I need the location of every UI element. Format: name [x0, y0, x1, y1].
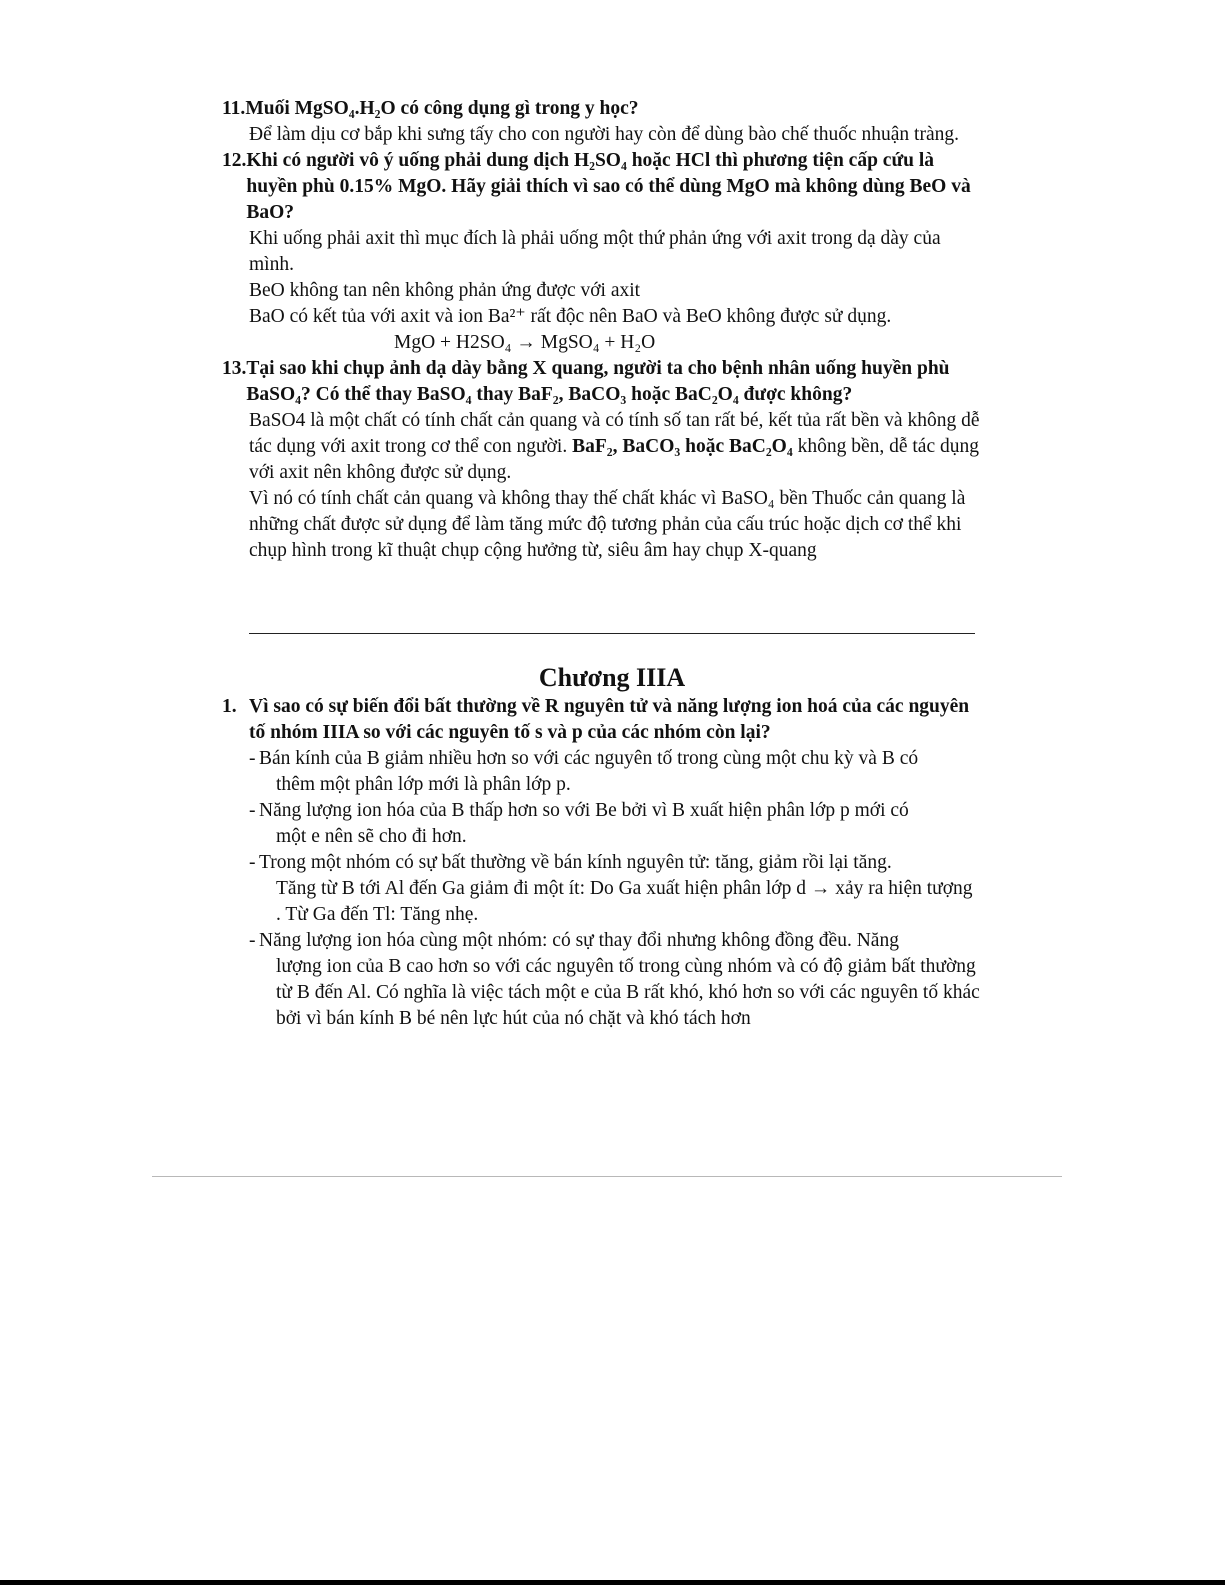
question-1: [222, 694, 982, 746]
question-11: [222, 96, 982, 122]
bullet-item: [249, 928, 982, 1032]
question-title: Tại sao khi chụp ảnh dạ dày bằng X quang, người ta cho bệnh nhân uống huyền phù BaSO₄? Có thể thay BaSO₄ thay BaF₂, BaCO₃ hoặc BaC₂O₄ được không?: [246, 358, 950, 405]
bullet-text: [259, 850, 1012, 928]
answer-13: [222, 408, 982, 564]
answer-text: không bền, dễ tác dụng với axit nên không được sử dụng.: [249, 436, 979, 483]
bullet-continuation: Tăng từ B tới Al đến Ga giảm đi một ít: Do Ga xuất hiện phân lớp d → xảy ra hiện tượng . Từ Ga đến Tl: Tăng nhẹ.: [276, 878, 1012, 925]
answer-12: [222, 226, 982, 356]
chapter-questions: [222, 694, 1012, 1032]
bullet-continuation: một e nên sẽ cho đi hơn.: [276, 826, 467, 847]
answer-text: BaSO4 là một chất có tính chất cản quang và có tính số tan rất bé, kết tủa rất bền và không dễ tác dụng với axit trong cơ thể con người.: [249, 410, 980, 457]
question-title: Muối MgSO₄.H₂O có công dụng gì trong y học?: [245, 98, 639, 119]
question-13: [222, 356, 982, 408]
answer-paragraph: [249, 408, 982, 486]
bullet-item: [249, 850, 1012, 928]
answer-paragraph: BeO không tan nên không phản ứng được với axit: [249, 280, 641, 301]
questions-section: [222, 96, 982, 564]
answer-paragraph: Khi uống phải axit thì mục đích là phải uống một thứ phản ứng với axit trong dạ dày của mình.: [249, 228, 941, 275]
bullet-dash: -: [249, 748, 256, 769]
question-12: [222, 148, 982, 226]
answer-bullets: [222, 746, 1012, 1032]
chapter-title: Chương IIIA: [538, 663, 686, 692]
question-title: Khi có người vô ý uống phải dung dịch H₂SO₄ hoặc HCl thì phương tiện cấp cứu là huyền phù 0.15% MgO. Hãy giải thích vì sao có thể dùng MgO mà không dùng BeO và BaO?: [246, 150, 971, 223]
chemical-equation: MgO + H2SO₄ → MgSO₄ + H₂O: [394, 332, 656, 353]
question-number: 11.: [222, 98, 246, 119]
bullet-first-line: Bán kính của B giảm nhiều hơn so với các nguyên tố trong cùng một chu kỳ và B có: [259, 748, 919, 769]
bullet-dash: -: [249, 852, 256, 873]
bullet-item: [249, 798, 982, 850]
question-number: 12.: [222, 150, 247, 171]
answer-paragraph: Vì nó có tính chất cản quang và không thay thế chất khác vì BaSO₄ bền Thuốc cản quang là những chất được sử dụng để làm tăng mức độ tương phản của cấu trúc hoặc dịch cơ thể khi chụp hình trong kĩ thuật chụp cộng hưởng từ, siêu âm hay chụp X-quang: [249, 488, 966, 561]
bottom-edge-bar: [0, 1580, 1225, 1585]
question-number: 1.: [222, 696, 237, 717]
answer-bold-text: BaF₂, BaCO₃ hoặc BaC₂O₄: [572, 436, 793, 457]
bullet-text: [259, 928, 982, 1032]
bullet-text: [259, 746, 982, 798]
bullet-first-line: Năng lượng ion hóa của B thấp hơn so với Be bởi vì B xuất hiện phân lớp p mới có: [259, 800, 909, 821]
question-title: Vì sao có sự biến đổi bất thường về R nguyên tử và năng lượng ion hoá của các nguyên tố nhóm IIIA so với các nguyên tố s và p của các nhóm còn lại?: [249, 696, 970, 743]
bullet-continuation: thêm một phân lớp mới là phân lớp p.: [276, 774, 571, 795]
answer-paragraph: Để làm dịu cơ bắp khi sưng tấy cho con người hay còn để dùng bào chế thuốc nhuận tràng.: [249, 124, 959, 145]
bullet-text: [259, 798, 982, 850]
section-divider: [249, 633, 975, 634]
bullet-continuation: lượng ion của B cao hơn so với các nguyên tố trong cùng nhóm và có độ giảm bất thường từ B đến Al. Có nghĩa là việc tách một e của B rất khó, khó hơn so với các nguyên tố khác bởi vì bán kính B bé nên lực hút của nó chặt và khó tách hơn: [276, 956, 980, 1029]
bullet-first-line: Năng lượng ion hóa cùng một nhóm: có sự thay đổi nhưng không đồng đều. Năng: [259, 930, 899, 951]
bullet-dash: -: [249, 930, 256, 951]
answer-paragraph: BaO có kết tủa với axit và ion Ba²⁺ rất độc nên BaO và BeO không được sử dụng.: [249, 306, 892, 327]
bullet-dash: -: [249, 800, 256, 821]
page-break-line: [152, 1176, 1062, 1177]
question-number: 13.: [222, 358, 247, 379]
bullet-first-line: Trong một nhóm có sự bất thường về bán kính nguyên tử: tăng, giảm rồi lại tăng.: [259, 852, 892, 873]
bullet-item: [249, 746, 982, 798]
answer-11: [222, 122, 982, 148]
